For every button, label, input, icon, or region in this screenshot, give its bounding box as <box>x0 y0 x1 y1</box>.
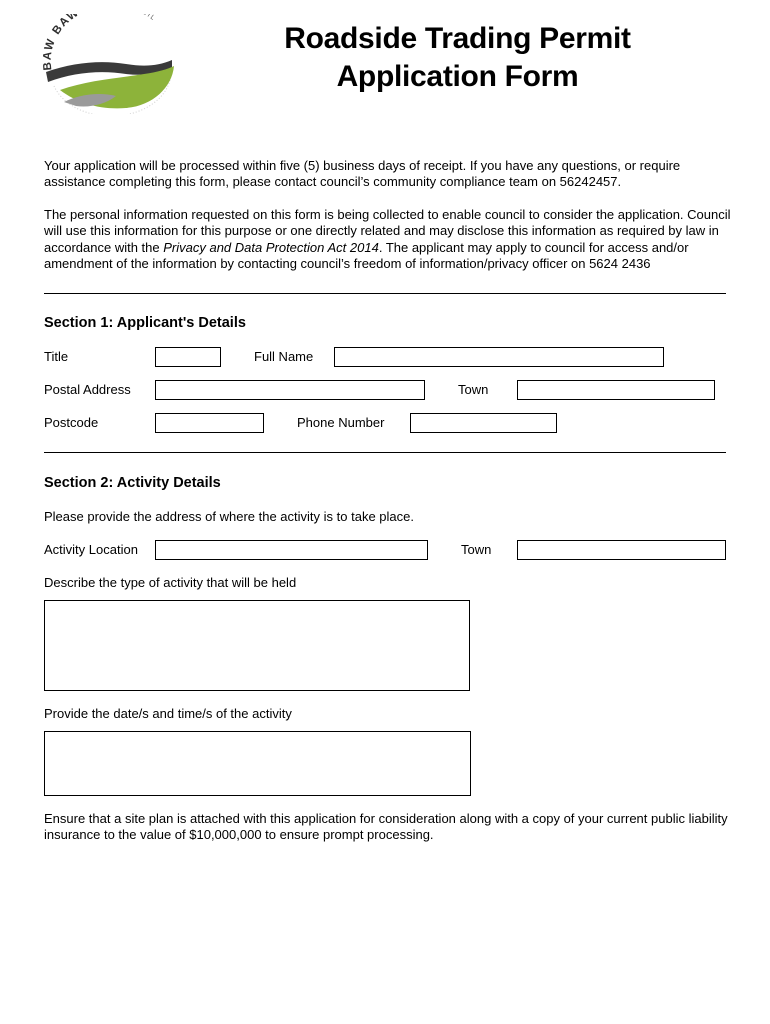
title-field[interactable] <box>155 347 221 367</box>
section2-heading: Section 2: Activity Details <box>44 475 221 491</box>
activity-datetime-box[interactable] <box>44 731 471 796</box>
phone-number-label: Phone Number <box>297 415 385 430</box>
postcode-input[interactable] <box>156 414 263 432</box>
activity-location-label: Activity Location <box>44 542 138 557</box>
postal-address-input[interactable] <box>156 381 424 399</box>
activity-town-input[interactable] <box>518 541 725 559</box>
activity-location-field[interactable] <box>155 540 428 560</box>
phone-number-input[interactable] <box>411 414 556 432</box>
activity-type-label: Describe the type of activity that will be held <box>44 575 297 590</box>
activity-town-field[interactable] <box>517 540 726 560</box>
baw-baw-shire-council-logo <box>40 14 180 114</box>
full-name-field[interactable] <box>334 347 664 367</box>
form-title-line1: Roadside Trading Permit <box>284 22 631 55</box>
phone-number-field[interactable] <box>410 413 557 433</box>
full-name-label: Full Name <box>254 349 314 364</box>
privacy-act-name: Privacy and Data Protection Act 2014 <box>163 239 379 255</box>
activity-address-instruction: Please provide the address of where the activity is to take place. <box>44 509 414 524</box>
activity-datetime-textarea[interactable] <box>45 732 470 795</box>
title-label: Title <box>44 349 69 364</box>
title-input[interactable] <box>156 348 220 366</box>
full-name-input[interactable] <box>335 348 663 366</box>
town-input[interactable] <box>518 381 714 399</box>
section1-heading: Section 1: Applicant's Details <box>44 315 246 331</box>
svg-text:SHIRE COUNCIL: IL <box>146 14 158 23</box>
town-label: Town <box>458 382 489 397</box>
privacy-text-end: . The applicant may apply to council for access and/or amendment of the information by contacting council’s freedom of information/privacy officer on 5624 2436 <box>44 239 689 272</box>
site-plan-insurance-note: Ensure that a site plan is attached with this application for consideration along with a copy of your current public liability insurance to the value of $10,000,000 to ensure prompt processing. <box>44 811 728 843</box>
activity-location-input[interactable] <box>156 541 427 559</box>
intro-paragraph-privacy <box>44 207 734 273</box>
activity-datetime-label: Provide the date/s and time/s of the activity <box>44 706 292 721</box>
svg-text:BAW BAW: BAW BAW <box>41 14 82 71</box>
intro-paragraph-processing: Your application will be processed within five (5) business days of receipt. If you have any questions, or require assistance completing this form, please contact council’s community compliance team on 56242457. <box>44 158 681 190</box>
town-field[interactable] <box>517 380 715 400</box>
privacy-text-start: The personal information requested on this form is being collected to enable council to consider the application. Council will use this information for this purpose or one directly related and may disclose this information as required by law in accordance with the <box>44 207 731 255</box>
postcode-label: Postcode <box>44 415 99 430</box>
activity-type-textarea[interactable] <box>45 601 469 690</box>
activity-town-label: Town <box>461 542 492 557</box>
postal-address-field[interactable] <box>155 380 425 400</box>
logo-graphic <box>40 14 180 114</box>
divider <box>44 452 726 453</box>
postal-address-label: Postal Address <box>44 382 131 397</box>
form-title <box>250 20 665 96</box>
postcode-field[interactable] <box>155 413 264 433</box>
form-title-line2: Application Form <box>336 60 579 93</box>
activity-type-box[interactable] <box>44 600 470 691</box>
divider <box>44 293 726 294</box>
